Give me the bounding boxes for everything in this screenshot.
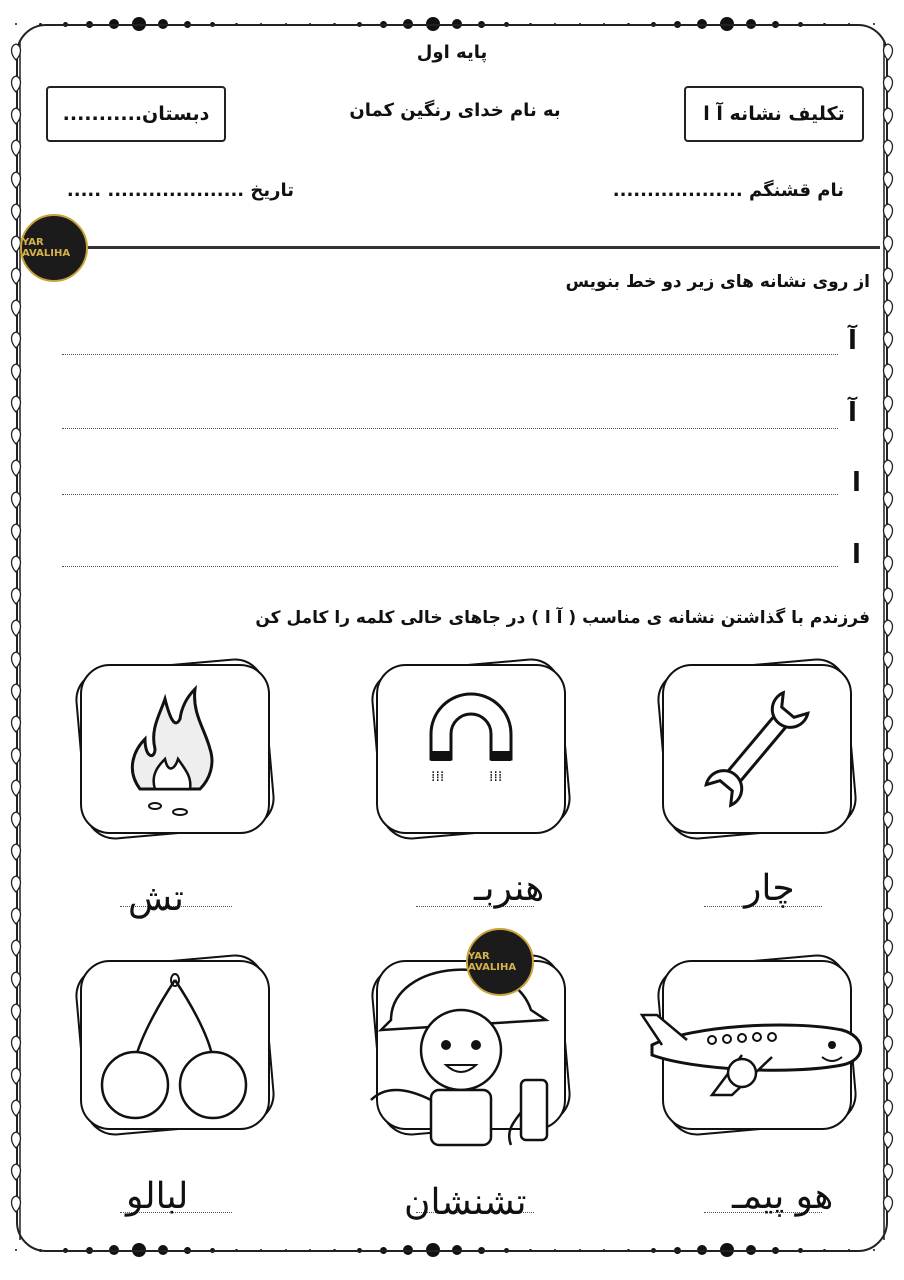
svg-text:⁞⁞⁞: ⁞⁞⁞ xyxy=(431,769,445,785)
picture-card-airplane xyxy=(662,960,852,1130)
school-box[interactable] xyxy=(46,86,226,142)
trace-letter: ا xyxy=(852,540,861,570)
picture-card-fire xyxy=(80,664,270,834)
basmala: به نام خدای رنگین کمان xyxy=(349,100,561,121)
header-divider xyxy=(40,246,880,249)
picture-card-cherries xyxy=(80,960,270,1130)
magnet-icon xyxy=(421,689,521,799)
writing-line[interactable] xyxy=(62,494,838,495)
word-fill-magnet: هنربـ xyxy=(474,868,545,909)
word-fill-wrench: چار xyxy=(744,868,795,909)
trace-letter: ا xyxy=(852,468,861,498)
svg-text:⁞⁞⁞: ⁞⁞⁞ xyxy=(489,769,503,785)
logo-badge: YAR AVALIHA xyxy=(466,928,534,996)
section1-instruction: از روی نشانه های زیر دو خط بنویس xyxy=(565,272,870,292)
left-vine-border xyxy=(8,40,24,1240)
logo-badge: YAR AVALIHA xyxy=(20,214,88,282)
date-field[interactable]: تاریخ .................... ..... xyxy=(66,180,294,201)
trace-letter: آ xyxy=(848,326,857,356)
cherries-icon xyxy=(95,970,255,1120)
picture-card-wrench xyxy=(662,664,852,834)
writing-line[interactable] xyxy=(62,428,838,429)
assignment-title-box xyxy=(684,86,864,142)
trace-letter: آ xyxy=(848,398,857,428)
word-fill-cherries: لبالو xyxy=(126,1176,189,1217)
word-fill-fire: تش xyxy=(128,878,184,919)
writing-line[interactable] xyxy=(62,354,838,355)
right-vine-border xyxy=(880,40,896,1240)
student-name-field[interactable]: نام قشنگم ................... xyxy=(612,180,844,201)
airplane-icon xyxy=(632,985,872,1105)
fire-icon xyxy=(120,679,230,819)
picture-card-magnet xyxy=(376,664,566,834)
assignment-title: تکلیف نشانه آ ا xyxy=(703,103,845,125)
picture-card-firefighter xyxy=(376,960,566,1130)
word-fill-firefighter: تشنشان xyxy=(404,1182,527,1223)
wrench-icon xyxy=(697,679,817,819)
grade-label: پایه اول xyxy=(416,42,488,63)
word-fill-airplane: هو پیمـ xyxy=(732,1176,834,1217)
section2-instruction: فرزندم با گذاشتن نشانه ی مناسب ( آ ا ) در جاهای خالی کلمه را کامل کن xyxy=(255,608,870,628)
writing-line[interactable] xyxy=(62,566,838,567)
school-label: دبستان........... xyxy=(62,103,210,125)
